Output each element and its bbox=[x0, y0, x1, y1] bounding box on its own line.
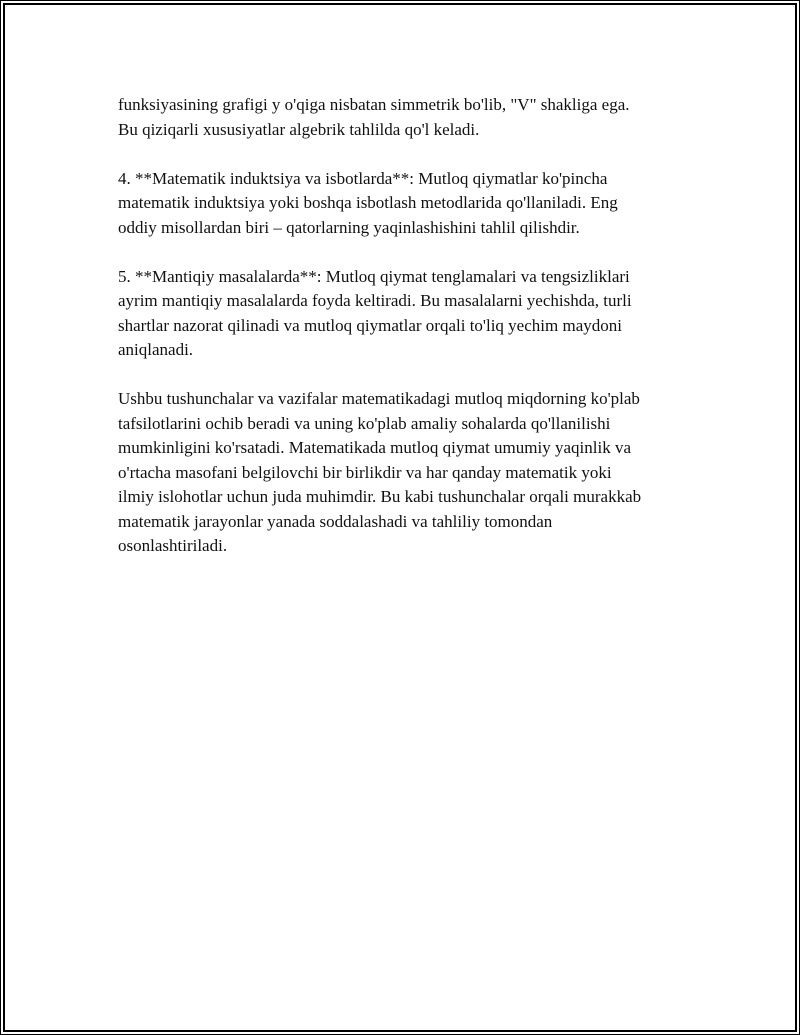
text-line: shartlar nazorat qilinadi va mutloq qiymatlar orqali to'liq yechim maydoni bbox=[118, 315, 622, 335]
text-line: tafsilotlarini ochib beradi va uning ko'plab amaliy sohalarda qo'llanilishi bbox=[118, 413, 611, 433]
text-line: funksiyasining grafigi y o'qiga nisbatan simmetrik bo'lib, "V" shakliga ega. bbox=[118, 95, 630, 114]
text-line: o'rtacha masofani belgilovchi bir birlikdir va har qanday matematik yoki bbox=[118, 462, 612, 482]
text-line: 5. **Mantiqiy masalalarda**: Mutloq qiymat tenglamalari va tengsizliklari bbox=[118, 266, 630, 286]
text-line: matematik induktsiya yoki boshqa isbotlash metodlarida qo'llaniladi. Eng bbox=[118, 193, 618, 212]
text-line: ilmiy islohotlar uchun juda muhimdir. Bu kabi tushunchalar orqali murakkab bbox=[118, 487, 642, 506]
text-line: Bu qiziqarli xususiyatlar algebrik tahlilda qo'l keladi. bbox=[118, 119, 480, 139]
text-line: 4. **Matematik induktsiya va isbotlarda**: Mutloq qiymatlar ko'pincha bbox=[118, 168, 608, 188]
text-line: osonlashtiriladi. bbox=[118, 536, 228, 555]
paragraph-induction bbox=[118, 167, 698, 241]
text-line: ayrim mantiqiy masalalarda foyda keltiradi. Bu masalalarni yechishda, turli bbox=[118, 291, 632, 310]
text-line: aniqlanadi. bbox=[118, 340, 194, 359]
text-line: Ushbu tushunchalar va vazifalar matematikadagi mutloq miqdorning ko'plab bbox=[118, 389, 640, 408]
paragraph-logic-problems bbox=[118, 265, 698, 363]
text-line: mumkinligini ko'rsatadi. Matematikada mutloq qiymat umumiy yaqinlik va bbox=[118, 438, 631, 457]
paragraph-graph-symmetry bbox=[118, 93, 698, 142]
text-line: matematik jarayonlar yanada soddalashadi va tahliliy tomondan bbox=[118, 511, 553, 531]
text-line: oddiy misollardan biri – qatorlarning yaqinlashishini tahlil qilishdir. bbox=[118, 217, 580, 237]
document-body bbox=[118, 93, 698, 583]
paragraph-conclusion bbox=[118, 387, 698, 559]
